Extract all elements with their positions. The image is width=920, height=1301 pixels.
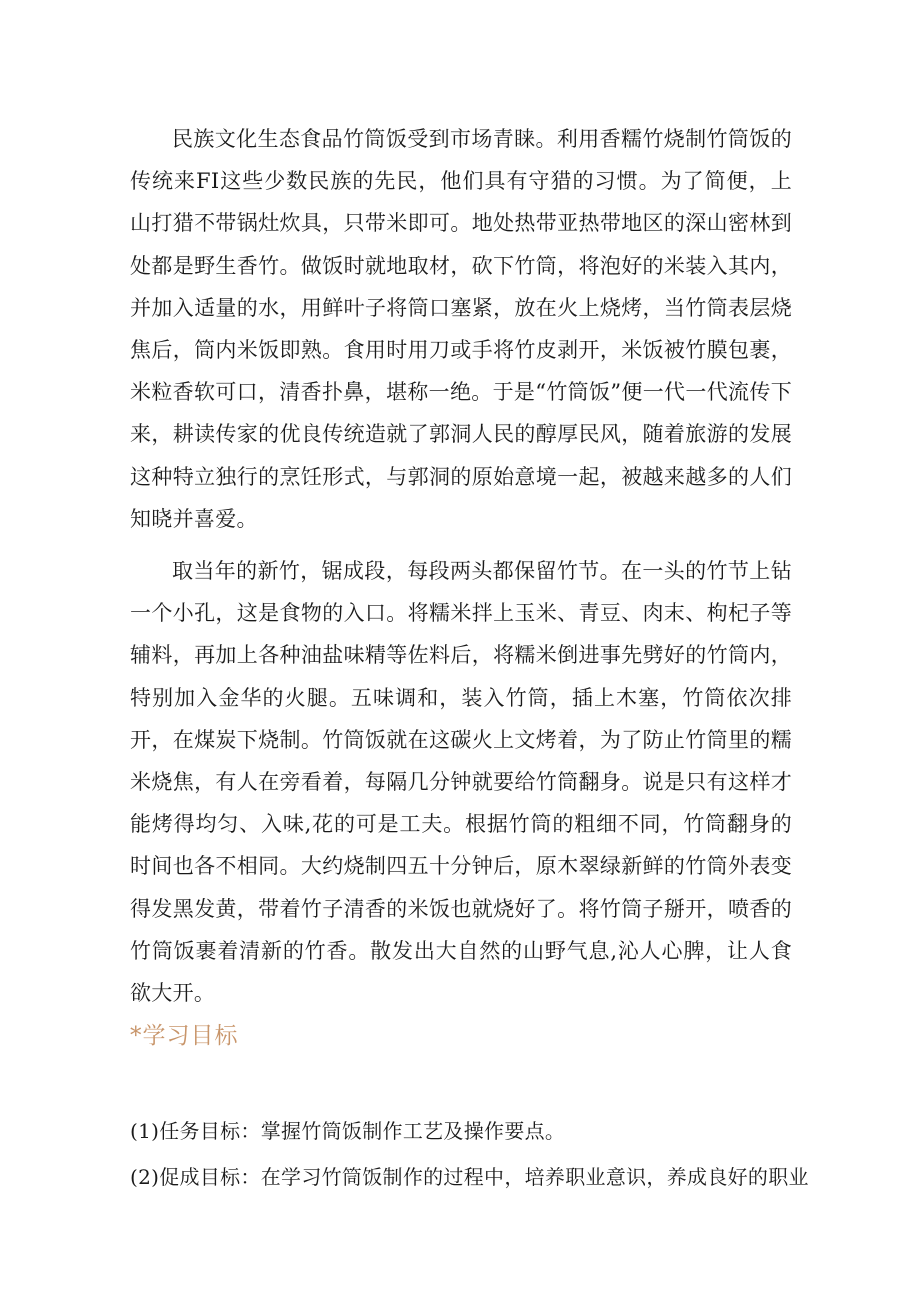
body-paragraph-bamboo-rice-history: 民族文化生态食品竹筒饭受到市场青睐。利用香糯竹烧制竹筒饭的传统来FI这些少数民族的先民，他们具有守猎的习惯。为了简便，上山打猎不带锅灶炊具，只带米即可。地处热带亚热带地区的深山密林到处都是野生香竹。做饭时就地取材，砍下竹筒，将泡好的米装入其内，并加入适量的水，用鲜叶子将筒口塞紧，放在火上烧烤，当竹筒表层烧焦后，筒内米饭即熟。食用时用刀或手将竹皮剥开，米饭被竹膜包裹，米粒香软可口，清香扑鼻，堪称一绝。于是“竹筒饭”便一代一代流传下来，耕读传家的优良传统造就了郭洞人民的醇厚民风，随着旅游的发展这种特立独行的烹饪形式，与郭洞的原始意境一起，被越来越多的人们知晓并喜爱。 (130, 127, 792, 531)
section-heading-learning-goals: *学习目标 (130, 1023, 239, 1049)
goal-item-task: (1)任务目标：掌握竹筒饭制作工艺及操作要点。 (130, 1119, 566, 1143)
goal-item-promotion: (2)促成目标：在学习竹筒饭制作的过程中，培养职业意识，养成良好的职业 (130, 1165, 809, 1189)
body-paragraph-bamboo-rice-method: 取当年的新竹，锯成段，每段两头都保留竹节。在一头的竹节上钻一个小孔，这是食物的入口。将糯米拌上玉米、青豆、肉末、枸杞子等辅料，再加上各种油盐味精等佐料后，将糯米倒进事先劈好的竹筒内，特别加入金华的火腿。五味调和，装入竹筒，插上木塞，竹筒依次排开，在煤炭下烧制。竹筒饭就在这碳火上文烤着，为了防止竹筒里的糯米烧焦，有人在旁看着，每隔几分钟就要给竹筒翻身。说是只有这样才能烤得均匀、入味,花的可是工夫。根据竹筒的粗细不同，竹筒翻身的时间也各不相同。大约烧制四五十分钟后，原木翠绿新鲜的竹筒外表变得发黑发黄，带着竹子清香的米饭也就烧好了。将竹筒子掰开，喷香的竹筒饭裹着清新的竹香。散发出大自然的山野气息,沁人心脾，让人食欲大开。 (130, 559, 792, 1006)
